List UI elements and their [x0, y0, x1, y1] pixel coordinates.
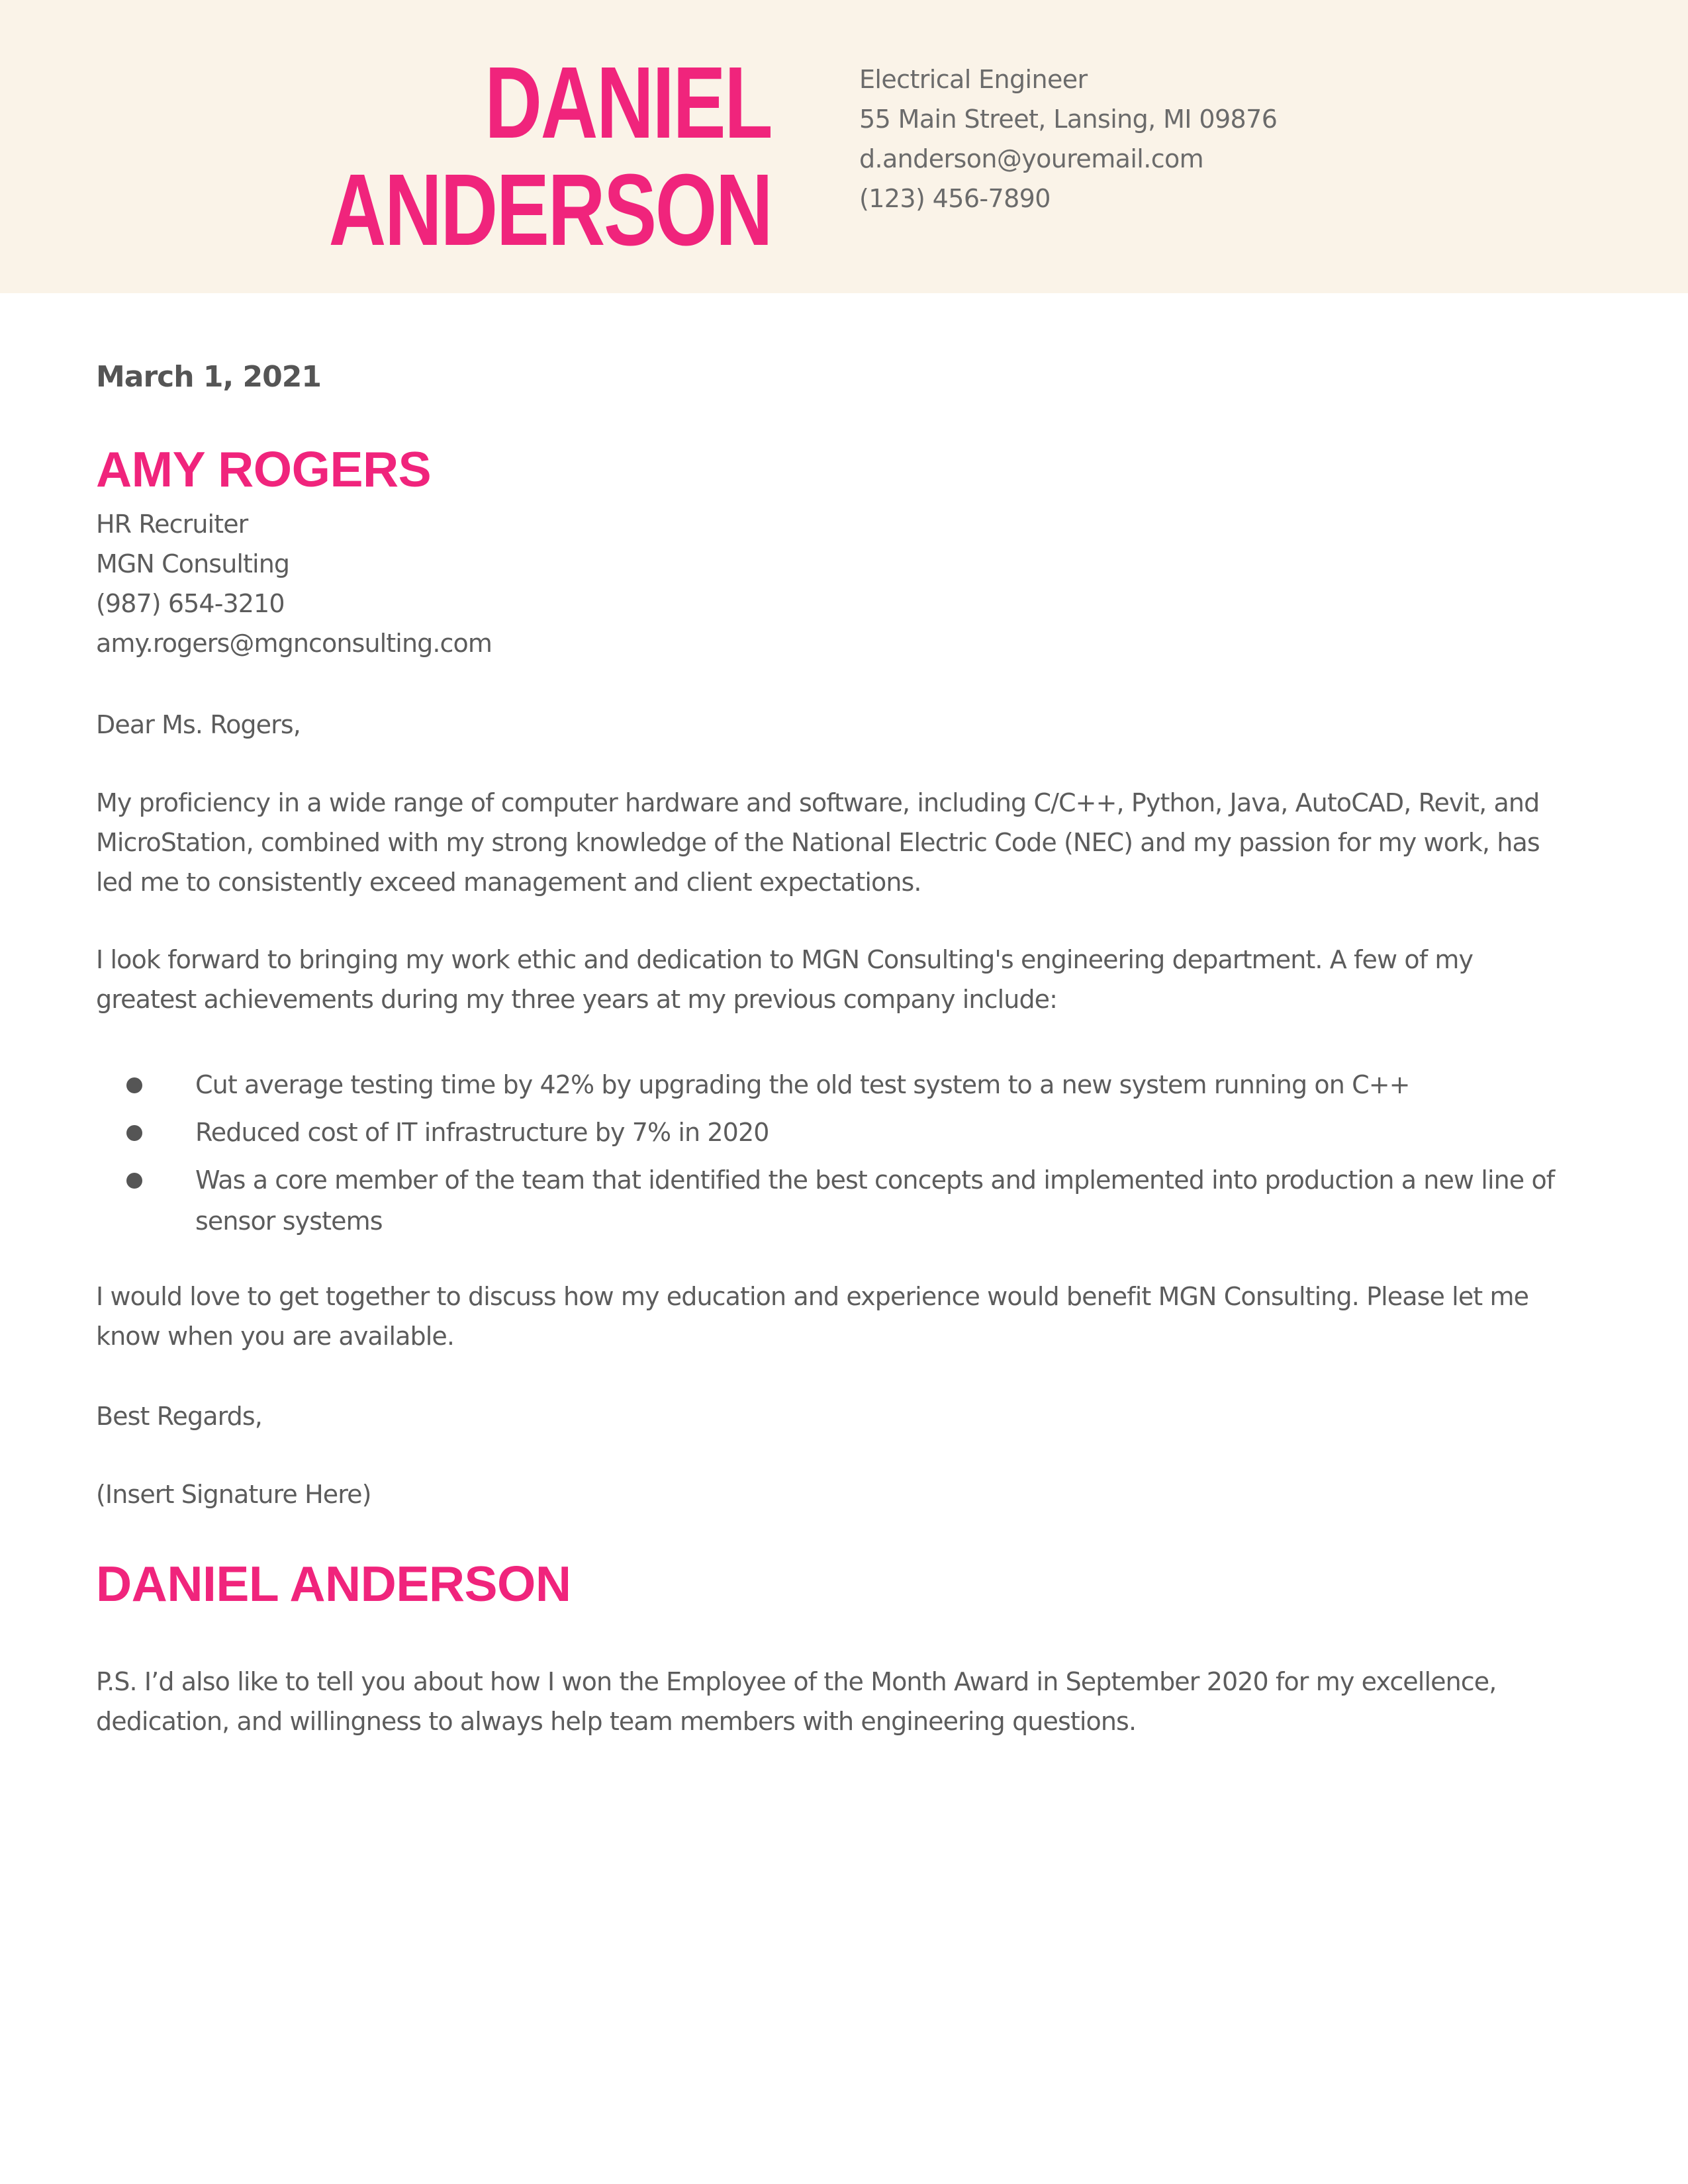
- recipient-email: amy.rogers@mgnconsulting.com: [96, 629, 492, 658]
- achievements-list: [96, 1064, 1554, 1248]
- achievement-item: [96, 1160, 1554, 1242]
- achievement-line: Cut average testing time by 42% by upgrading the old test system to a new system running on C++: [195, 1070, 1410, 1099]
- sender-contact-info: [859, 60, 1277, 218]
- achievement-text: [195, 1160, 1554, 1242]
- paragraph-line: greatest achievements during my three years at my previous company include:: [96, 985, 1058, 1014]
- sender-email: d.anderson@youremail.com: [859, 144, 1204, 173]
- sender-job-title: Electrical Engineer: [859, 65, 1088, 94]
- achievement-line: sensor systems: [195, 1206, 383, 1236]
- paragraph-achievements-intro: [96, 940, 1473, 1019]
- paragraph-line: I would love to get together to discuss how my education and experience would benefit MGN Consulting. Please let me: [96, 1282, 1529, 1311]
- paragraph-call-to-action: [96, 1277, 1528, 1356]
- signature-placeholder: (Insert Signature Here): [96, 1480, 371, 1509]
- achievement-line: Reduced cost of IT infrastructure by 7% in 2020: [195, 1118, 769, 1147]
- recipient-details: [96, 504, 492, 663]
- signature-name: DANIEL ANDERSON: [96, 1556, 571, 1612]
- letterhead-banner: [0, 0, 1688, 293]
- sender-phone: (123) 456-7890: [859, 184, 1051, 213]
- achievement-item: [96, 1064, 1554, 1105]
- paragraph-line: MicroStation, combined with my strong knowledge of the National Electric Code (NEC) and my passion for my work, has: [96, 828, 1540, 857]
- achievement-item: [96, 1112, 1554, 1153]
- paragraph-line: I look forward to bringing my work ethic and dedication to MGN Consulting's engineering department. A few of my: [96, 945, 1474, 974]
- paragraph-line: P.S. I’d also like to tell you about how I won the Employee of the Month Award in September 2020 for my excellence,: [96, 1667, 1497, 1696]
- recipient-name: AMY ROGERS: [96, 441, 432, 497]
- letter-date: March 1, 2021: [96, 360, 322, 394]
- recipient-phone: (987) 654-3210: [96, 589, 285, 618]
- paragraph-line: know when you are available.: [96, 1322, 455, 1351]
- paragraph-line: led me to consistently exceed management and client expectations.: [96, 868, 921, 897]
- postscript: [96, 1662, 1496, 1741]
- paragraph-line: My proficiency in a wide range of computer hardware and software, including C/C++, Python, Java, AutoCAD, Revit, and: [96, 788, 1540, 817]
- sender-address: 55 Main Street, Lansing, MI 09876: [859, 105, 1278, 134]
- closing: Best Regards,: [96, 1402, 262, 1431]
- paragraph-skills: [96, 783, 1540, 902]
- sender-first-name: DANIEL: [484, 46, 771, 159]
- achievement-line: Was a core member of the team that identified the best concepts and implemented into production a new line of: [195, 1165, 1555, 1195]
- bullet-icon: [126, 1173, 142, 1189]
- sender-last-name: ANDERSON: [328, 153, 771, 267]
- achievement-text: [195, 1064, 1554, 1105]
- achievement-text: [195, 1112, 1554, 1153]
- sender-name: [328, 46, 771, 267]
- salutation: Dear Ms. Rogers,: [96, 710, 301, 739]
- recipient-title: HR Recruiter: [96, 510, 248, 539]
- bullet-icon: [126, 1077, 142, 1093]
- bullet-icon: [126, 1125, 142, 1141]
- recipient-company: MGN Consulting: [96, 549, 290, 578]
- paragraph-line: dedication, and willingness to always help team members with engineering questions.: [96, 1707, 1137, 1736]
